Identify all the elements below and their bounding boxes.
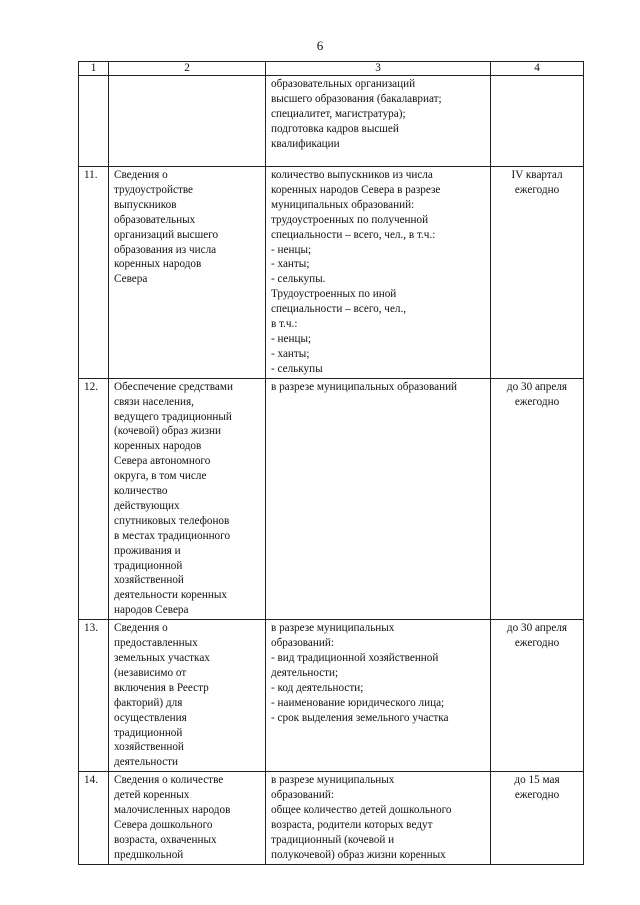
table-row-14 bbox=[79, 772, 584, 864]
text-line: образований: bbox=[271, 789, 334, 802]
text-line: подготовка кадров высшей bbox=[271, 122, 399, 135]
text-line: специальности – всего, чел., в т.ч.: bbox=[271, 228, 436, 241]
text-line: - срок выделения земельного участка bbox=[271, 711, 449, 724]
data-table bbox=[78, 61, 584, 865]
text-line: - селькупы. bbox=[271, 273, 326, 286]
text-line: малочисленных народов bbox=[114, 804, 231, 817]
text-line: деятельности коренных bbox=[114, 589, 227, 602]
cell-description bbox=[109, 772, 266, 864]
text-line: предоставленных bbox=[114, 637, 198, 650]
text-line: действующих bbox=[114, 499, 180, 512]
text-line: (независимо от bbox=[114, 666, 187, 679]
text-line: деятельности bbox=[114, 756, 179, 769]
text-line: в местах традиционного bbox=[114, 529, 231, 542]
text-line: выпускников bbox=[114, 198, 177, 211]
table-row-13 bbox=[79, 620, 584, 772]
text-line: трудоустроенных по полученной bbox=[271, 213, 429, 226]
text-line: - вид традиционной хозяйственной bbox=[271, 652, 439, 664]
text-line: квалификации bbox=[271, 137, 340, 150]
text-line: в разрезе муниципальных bbox=[271, 622, 395, 635]
cell-details bbox=[266, 167, 491, 379]
text-line: народов Севера bbox=[114, 604, 189, 617]
table-header-row bbox=[79, 62, 584, 76]
cell-num: 12. bbox=[79, 378, 109, 620]
header-col-4: 4 bbox=[491, 62, 584, 76]
page-number: 6 bbox=[316, 38, 324, 53]
text-line: ежегодно bbox=[514, 183, 560, 196]
text-line: хозяйственной bbox=[114, 741, 184, 754]
text-line: включения в Реестр bbox=[114, 681, 209, 694]
text-line: Сведения о bbox=[114, 622, 168, 635]
text-line: связи населения, bbox=[114, 395, 194, 408]
cell-deadline bbox=[491, 378, 584, 620]
text-line: - наименование юридического лица; bbox=[271, 696, 445, 709]
text-line: - ханты; bbox=[271, 347, 310, 360]
cell-details bbox=[266, 378, 491, 620]
cell-details bbox=[266, 76, 491, 167]
text-line: трудоустройстве bbox=[114, 183, 194, 196]
cell-description bbox=[109, 620, 266, 772]
text-line: муниципальных образований: bbox=[271, 198, 415, 211]
text-line: IV квартал bbox=[511, 169, 563, 181]
text-line: Обеспечение средствами bbox=[114, 380, 233, 393]
text-line: земельных участках bbox=[114, 652, 210, 664]
text-line: хозяйственной bbox=[114, 574, 184, 587]
text-line: - селькупы bbox=[271, 362, 323, 375]
text-line: до 30 апреля bbox=[506, 380, 568, 393]
text-line: детей коренных bbox=[114, 789, 190, 802]
header-col-2: 2 bbox=[109, 62, 266, 76]
table-row-12 bbox=[79, 378, 584, 620]
text-line: образовательных bbox=[114, 213, 196, 226]
text-line: традиционной bbox=[114, 559, 183, 572]
text-line: организаций высшего bbox=[114, 228, 219, 241]
text-line: Севера автономного bbox=[114, 455, 211, 468]
text-line: образования из числа bbox=[114, 243, 217, 256]
text-line: в разрезе муниципальных bbox=[271, 774, 395, 787]
text-line: округа, в том числе bbox=[114, 470, 207, 483]
text-line: (кочевой) образ жизни bbox=[114, 425, 221, 438]
text-line: - ненцы; bbox=[271, 243, 312, 256]
text-line: специальности – всего, чел., bbox=[271, 303, 407, 316]
text-line: коренных народов Севера в разрезе bbox=[271, 183, 441, 196]
text-line: Трудоустроенных по иной bbox=[271, 288, 397, 301]
text-line: возраста, родители которых ведут bbox=[271, 818, 433, 831]
header-col-3: 3 bbox=[266, 62, 491, 76]
cell-details bbox=[266, 772, 491, 864]
cell-num: 13. bbox=[79, 620, 109, 772]
cell-description bbox=[109, 167, 266, 379]
cell-deadline bbox=[491, 772, 584, 864]
text-line: количество bbox=[114, 485, 168, 498]
text-line: Севера дошкольного bbox=[114, 818, 213, 831]
cell-deadline bbox=[491, 76, 584, 167]
text-line: образований: bbox=[271, 637, 334, 650]
text-line: полукочевой) образ жизни коренных bbox=[271, 848, 446, 861]
text-line: общее количество детей дошкольного bbox=[271, 804, 452, 817]
text-line: до 15 мая bbox=[514, 774, 560, 787]
text-line: коренных народов bbox=[114, 258, 202, 271]
text-line: Севера bbox=[114, 273, 148, 286]
text-line: Сведения о bbox=[114, 169, 168, 181]
text-line: до 30 апреля bbox=[506, 622, 568, 635]
text-line: высшего образования (бакалавриат; bbox=[271, 92, 442, 105]
text-line: традиционный (кочевой и bbox=[271, 833, 395, 846]
text-line: образовательных организаций bbox=[271, 78, 416, 90]
text-line: традиционной bbox=[114, 726, 183, 739]
cell-description bbox=[109, 378, 266, 620]
table-row-11 bbox=[79, 167, 584, 379]
text-line: в разрезе муниципальных образований bbox=[271, 380, 458, 393]
text-line: осуществления bbox=[114, 711, 187, 724]
text-line: ведущего традиционный bbox=[114, 410, 232, 423]
text-line: ежегодно bbox=[514, 395, 560, 408]
text-line: - ханты; bbox=[271, 258, 310, 271]
text-line: факторий) для bbox=[114, 696, 183, 709]
cell-description bbox=[109, 76, 266, 167]
header-col-1: 1 bbox=[79, 62, 109, 76]
table-row-continuation bbox=[79, 76, 584, 167]
text-line: специалитет, магистратура); bbox=[271, 107, 406, 120]
cell-deadline bbox=[491, 620, 584, 772]
cell-details bbox=[266, 620, 491, 772]
cell-num: 14. bbox=[79, 772, 109, 864]
text-line: - код деятельности; bbox=[271, 681, 364, 694]
text-line: деятельности; bbox=[271, 666, 339, 679]
cell-num: 11. bbox=[79, 167, 109, 379]
text-line: коренных народов bbox=[114, 440, 202, 453]
text-line: проживания и bbox=[114, 544, 181, 557]
cell-deadline bbox=[491, 167, 584, 379]
cell-num bbox=[79, 76, 109, 167]
text-line: предшкольной bbox=[114, 848, 184, 861]
text-line: ежегодно bbox=[514, 789, 560, 802]
text-line: спутниковых телефонов bbox=[114, 514, 230, 527]
text-line: Сведения о количестве bbox=[114, 774, 224, 787]
text-line: - ненцы; bbox=[271, 332, 312, 345]
text-line: ежегодно bbox=[514, 637, 560, 650]
text-line: возраста, охваченных bbox=[114, 833, 217, 846]
text-line: в т.ч.: bbox=[271, 318, 298, 331]
text-line: количество выпускников из числа bbox=[271, 169, 433, 181]
